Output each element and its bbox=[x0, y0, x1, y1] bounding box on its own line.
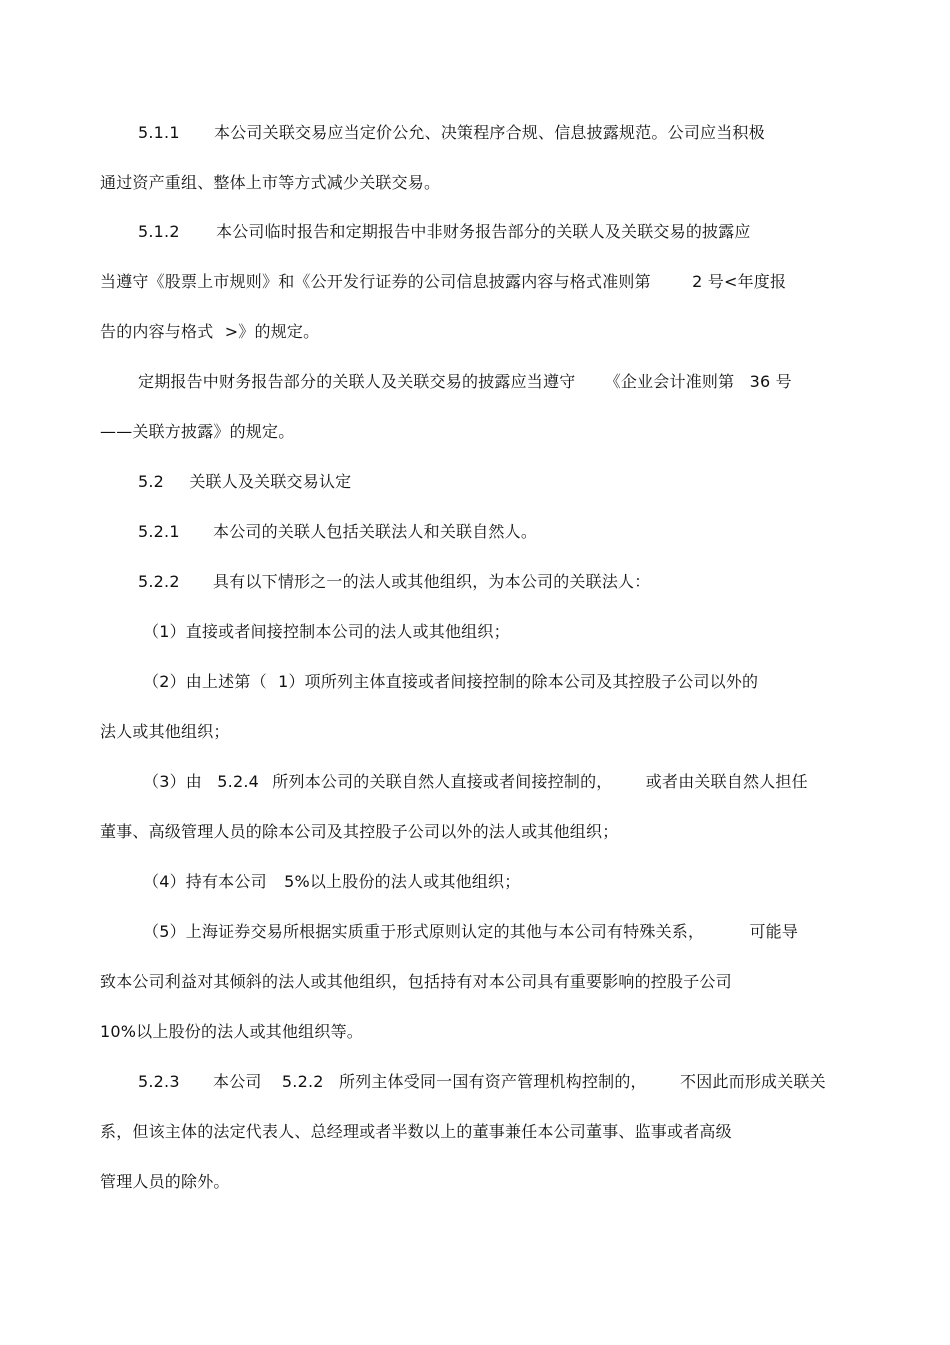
list-item: 所列本公司的关联自然人直接或者间接控制的， bbox=[272, 772, 613, 791]
text-line-20 bbox=[138, 1072, 826, 1092]
text-line-9 bbox=[138, 522, 537, 542]
text-line-22 bbox=[100, 1172, 230, 1192]
clause-text: 具有以下情形之一的法人或其他组织，为本公司的关联法人： bbox=[213, 572, 651, 591]
text-line-3 bbox=[138, 222, 751, 242]
paragraph-text: 通过资产重组、整体上市等方式减少关联交易。 bbox=[100, 173, 441, 192]
paragraph-text: 36 号 bbox=[749, 372, 792, 391]
clause-number: 5.1.2 bbox=[138, 222, 180, 241]
clause-number: 5.2.3 bbox=[138, 1072, 180, 1091]
clause-number: 5.2.1 bbox=[138, 522, 180, 541]
paragraph-text: 定期报告中财务报告部分的关联人及关联交易的披露应当遵守 bbox=[138, 372, 576, 391]
list-item: 可能导 bbox=[749, 922, 799, 941]
list-item: （4）持有本公司 bbox=[143, 872, 267, 891]
clause-number: 5.2.2 bbox=[138, 572, 180, 591]
list-item: （3）由 bbox=[143, 772, 202, 791]
text-line-13 bbox=[100, 722, 230, 742]
text-line-7 bbox=[100, 422, 294, 442]
text-line-1 bbox=[138, 123, 765, 143]
section-number: 5.2 bbox=[138, 472, 165, 491]
section-heading: 关联人及关联交易认定 bbox=[189, 472, 352, 491]
text-line-15 bbox=[100, 822, 618, 842]
paragraph-text: 当遵守《股票上市规则》和《公开发行证券的公司信息披露内容与格式准则第 bbox=[100, 272, 651, 291]
paragraph-text: 《企业会计准则第 bbox=[604, 372, 735, 391]
paragraph-text: 告的内容与格式 bbox=[100, 322, 214, 341]
text-line-5 bbox=[100, 322, 319, 342]
clause-text: 本公司关联交易应当定价公允、决策程序合规、信息披露规范。公司应当积极 bbox=[214, 123, 765, 142]
text-line-18 bbox=[100, 972, 732, 992]
clause-text: 本公司的关联人包括关联法人和关联自然人。 bbox=[213, 522, 538, 541]
text-line-14 bbox=[143, 772, 808, 792]
list-item: （5）上海证券交易所根据实质重于形式原则认定的其他与本公司有特殊关系， bbox=[143, 922, 705, 941]
paragraph-text: 系，但该主体的法定代表人、总经理或者半数以上的董事兼任本公司董事、监事或者高级 bbox=[100, 1122, 732, 1141]
paragraph-text: 管理人员的除外。 bbox=[100, 1172, 230, 1191]
clause-text: 本公司临时报告和定期报告中非财务报告部分的关联人及关联交易的披露应 bbox=[216, 222, 751, 241]
text-line-8 bbox=[138, 472, 351, 492]
text-line-10 bbox=[138, 572, 650, 592]
paragraph-text: 法人或其他组织； bbox=[100, 722, 230, 741]
list-item: 5.2.4 bbox=[217, 772, 259, 791]
paragraph-text: >》的规定。 bbox=[224, 322, 320, 341]
clause-number: 5.1.1 bbox=[138, 123, 180, 142]
paragraph-text: ——关联方披露》的规定。 bbox=[100, 422, 295, 441]
list-item: （2）由上述第（ bbox=[143, 672, 267, 691]
list-item: （1）直接或者间接控制本公司的法人或其他组织； bbox=[143, 622, 510, 641]
list-item: 1）项所列主体直接或者间接控制的除本公司及其控股子公司以外的 bbox=[278, 672, 759, 691]
list-item: 5%以上股份的法人或其他组织； bbox=[284, 872, 521, 891]
text-line-4 bbox=[100, 272, 786, 292]
text-line-2 bbox=[100, 173, 440, 193]
clause-text: 所列主体受同一国有资产管理机构控制的， bbox=[338, 1072, 647, 1091]
text-line-21 bbox=[100, 1122, 732, 1142]
list-item: 或者由关联自然人担任 bbox=[645, 772, 808, 791]
paragraph-text: 董事、高级管理人员的除本公司及其控股子公司以外的法人或其他组织； bbox=[100, 822, 619, 841]
clause-text: 5.2.2 bbox=[281, 1072, 324, 1091]
paragraph-text: 2 号<年度报 bbox=[692, 272, 787, 291]
paragraph-text: 10%以上股份的法人或其他组织等。 bbox=[100, 1022, 363, 1041]
clause-text: 本公司 bbox=[213, 1072, 262, 1091]
text-line-12 bbox=[143, 672, 758, 692]
paragraph-text: 致本公司利益对其倾斜的法人或其他组织，包括持有对本公司具有重要影响的控股子公司 bbox=[100, 972, 732, 991]
text-line-17 bbox=[143, 922, 798, 942]
text-line-16 bbox=[143, 872, 520, 892]
clause-text: 不因此而形成关联关 bbox=[680, 1072, 826, 1091]
text-line-11 bbox=[143, 622, 510, 642]
text-line-6 bbox=[138, 372, 792, 392]
text-line-19 bbox=[100, 1022, 363, 1042]
